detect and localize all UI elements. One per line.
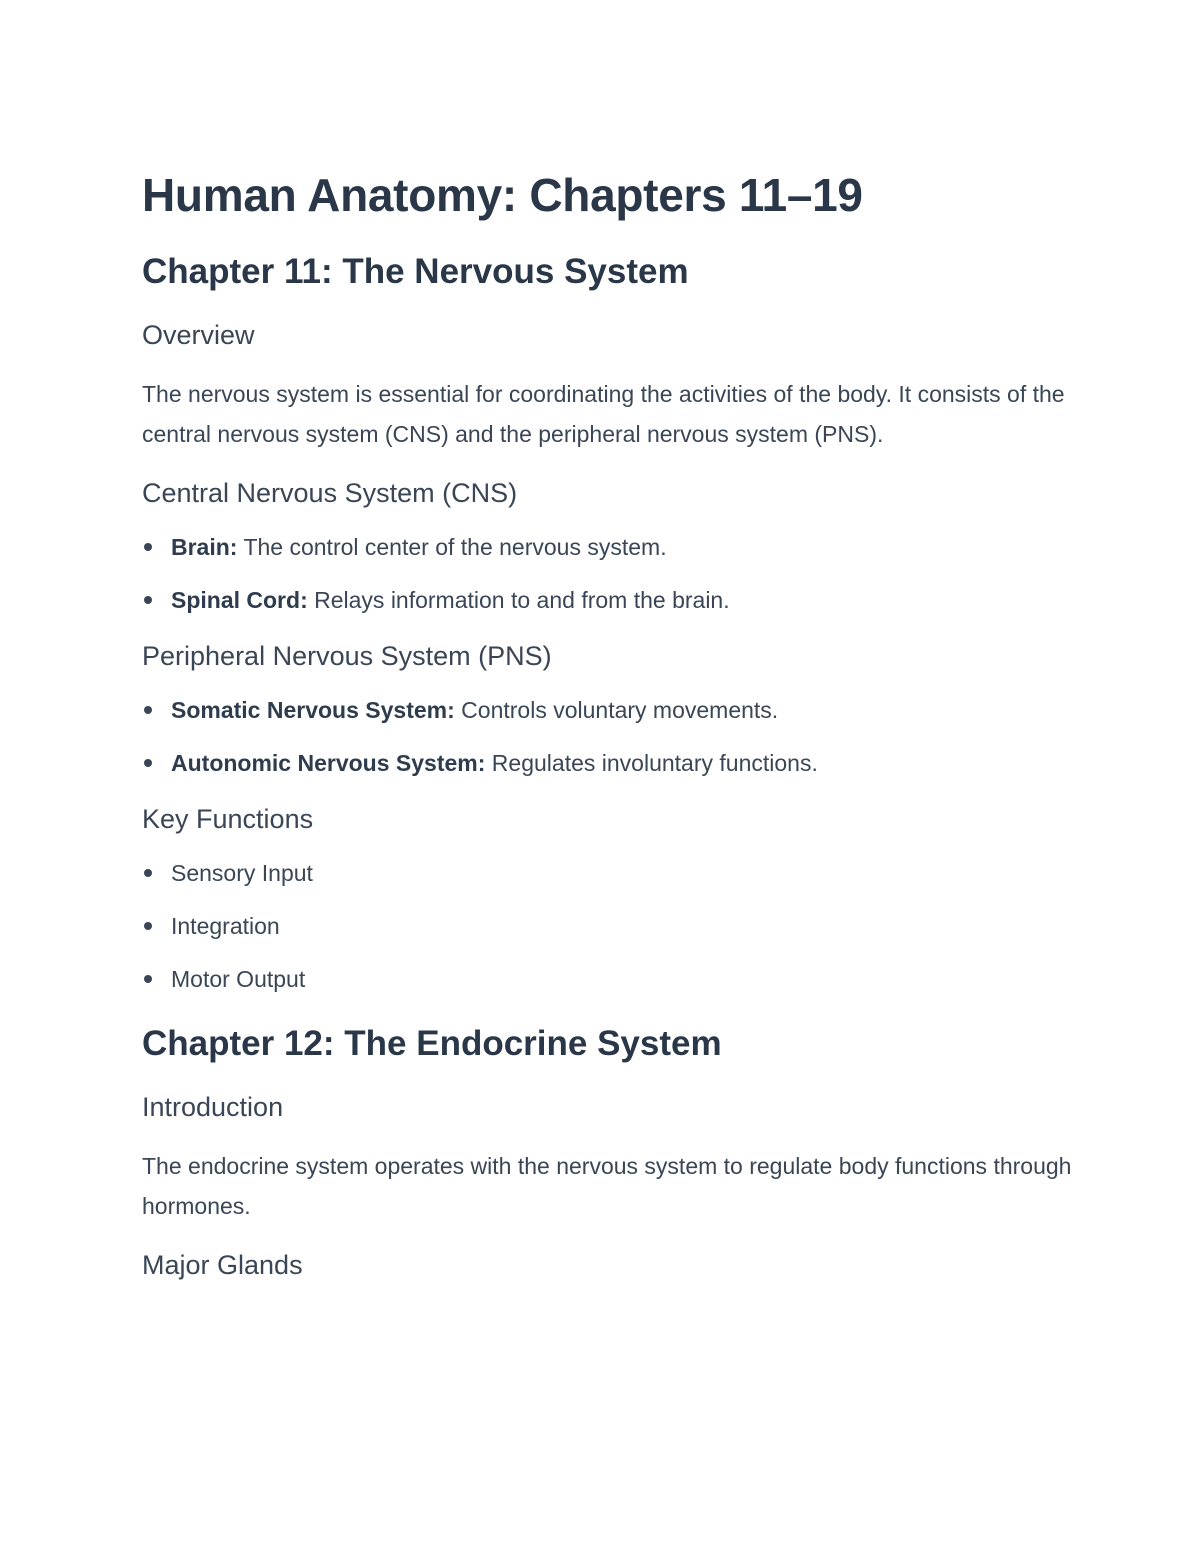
bullet-icon bbox=[144, 869, 152, 877]
function-label: Integration bbox=[171, 913, 280, 939]
term: Autonomic Nervous System: bbox=[171, 750, 486, 776]
term: Brain: bbox=[171, 534, 238, 560]
function-label: Motor Output bbox=[171, 966, 306, 992]
bullet-icon bbox=[144, 596, 152, 604]
description: The control center of the nervous system. bbox=[237, 534, 667, 560]
list-item bbox=[142, 856, 1072, 890]
list-item bbox=[142, 693, 1072, 727]
description: Controls voluntary movements. bbox=[454, 697, 779, 723]
pns-heading: Peripheral Nervous System (PNS) bbox=[142, 641, 552, 671]
document-title: Human Anatomy: Chapters 11–19 bbox=[142, 169, 863, 221]
chapter-11-heading: Chapter 11: The Nervous System bbox=[142, 252, 689, 291]
description: Relays information to and from the brain. bbox=[307, 587, 730, 613]
introduction-heading: Introduction bbox=[142, 1092, 284, 1122]
cns-list bbox=[142, 530, 1072, 617]
cns-heading: Central Nervous System (CNS) bbox=[142, 478, 518, 508]
overview-paragraph: The nervous system is essential for coordinating the activities of the body. It consists of the central nervous system (CNS) and the peripheral nervous system (PNS). bbox=[142, 381, 1065, 447]
key-functions-list bbox=[142, 856, 1072, 996]
bullet-icon bbox=[144, 543, 152, 551]
bullet-icon bbox=[144, 759, 152, 767]
bullet-icon bbox=[144, 706, 152, 714]
bullet-icon bbox=[144, 975, 152, 983]
bullet-icon bbox=[144, 922, 152, 930]
list-item bbox=[142, 530, 1072, 564]
term: Somatic Nervous System: bbox=[171, 697, 455, 723]
introduction-paragraph: The endocrine system operates with the nervous system to regulate body functions through hormones. bbox=[142, 1153, 1072, 1219]
pns-list bbox=[142, 693, 1072, 780]
list-item bbox=[142, 909, 1072, 943]
term: Spinal Cord: bbox=[171, 587, 308, 613]
function-label: Sensory Input bbox=[171, 860, 313, 886]
list-item bbox=[142, 962, 1072, 996]
chapter-12-heading: Chapter 12: The Endocrine System bbox=[142, 1024, 722, 1063]
description: Regulates involuntary functions. bbox=[485, 750, 818, 776]
overview-heading: Overview bbox=[142, 320, 255, 350]
major-glands-heading: Major Glands bbox=[142, 1250, 303, 1280]
list-item bbox=[142, 583, 1072, 617]
document-page bbox=[142, 166, 1072, 1284]
list-item bbox=[142, 746, 1072, 780]
key-functions-heading: Key Functions bbox=[142, 804, 314, 834]
